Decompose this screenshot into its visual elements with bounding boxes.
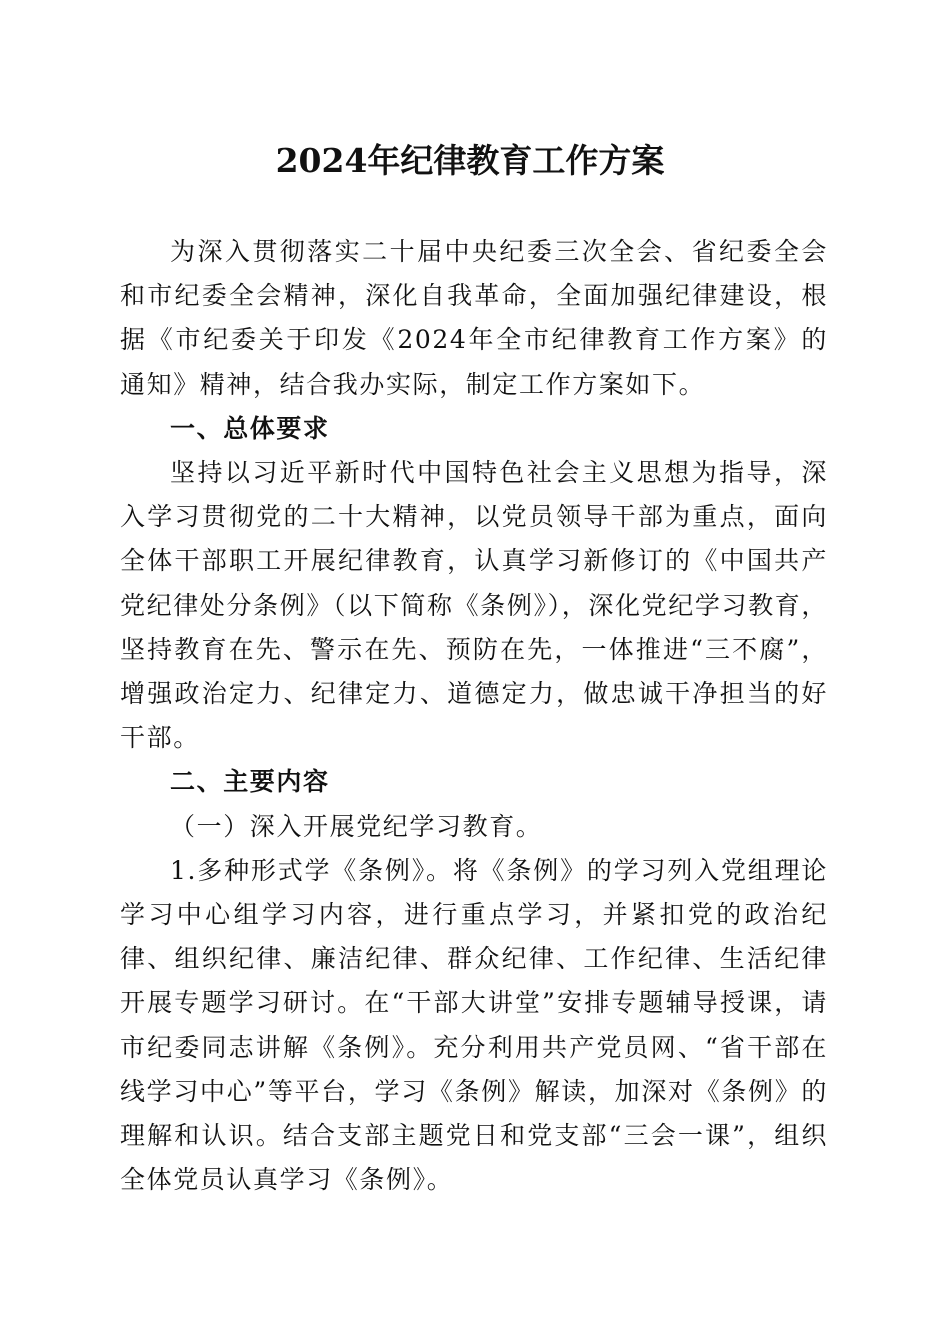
- section-heading-main-content: 二、主要内容: [170, 767, 330, 797]
- section-heading-general-requirements: 一、总体要求: [170, 413, 330, 443]
- subsection-heading-party-discipline-study: （一）深入开展党纪学习教育。: [170, 811, 543, 841]
- document-title: 2024年纪律教育工作方案: [275, 141, 665, 180]
- study-regulations-paragraph: 1.多种形式学《条例》。将《条例》的学习列入党组理论学习中心组学习内容，进行重点学习，并紧扣党的政治纪律、组织纪律、廉洁纪律、群众纪律、工作纪律、生活纪律开展专题学习研讨。在“干部大讲堂”安排专题辅导授课，请市纪委同志讲解《条例》。充分利用共产党员网、“省干部在线学习中心”等平台，学习《条例》解读，加深对《条例》的理解和认识。结合支部主题党日和党支部“三会一课”，组织全体党员认真学习《条例》。: [120, 855, 828, 1195]
- general-requirements-paragraph: 坚持以习近平新时代中国特色社会主义思想为指导，深入学习贯彻党的二十大精神，以党员领导干部为重点，面向全体干部职工开展纪律教育，认真学习新修订的《中国共产党纪律处分条例》（以下简称《条例》），深化党纪学习教育，坚持教育在先、警示在先、预防在先，一体推进“三不腐”，增强政治定力、纪律定力、道德定力，做忠诚干净担当的好干部。: [120, 458, 828, 753]
- document-body: [120, 230, 828, 1202]
- intro-paragraph: 为深入贯彻落实二十届中央纪委三次全会、省纪委全会和市纪委全会精神，深化自我革命，全面加强纪律建设，根据《市纪委关于印发《2024年全市纪律教育工作方案》的通知》精神，结合我办实际，制定工作方案如下。: [120, 237, 828, 399]
